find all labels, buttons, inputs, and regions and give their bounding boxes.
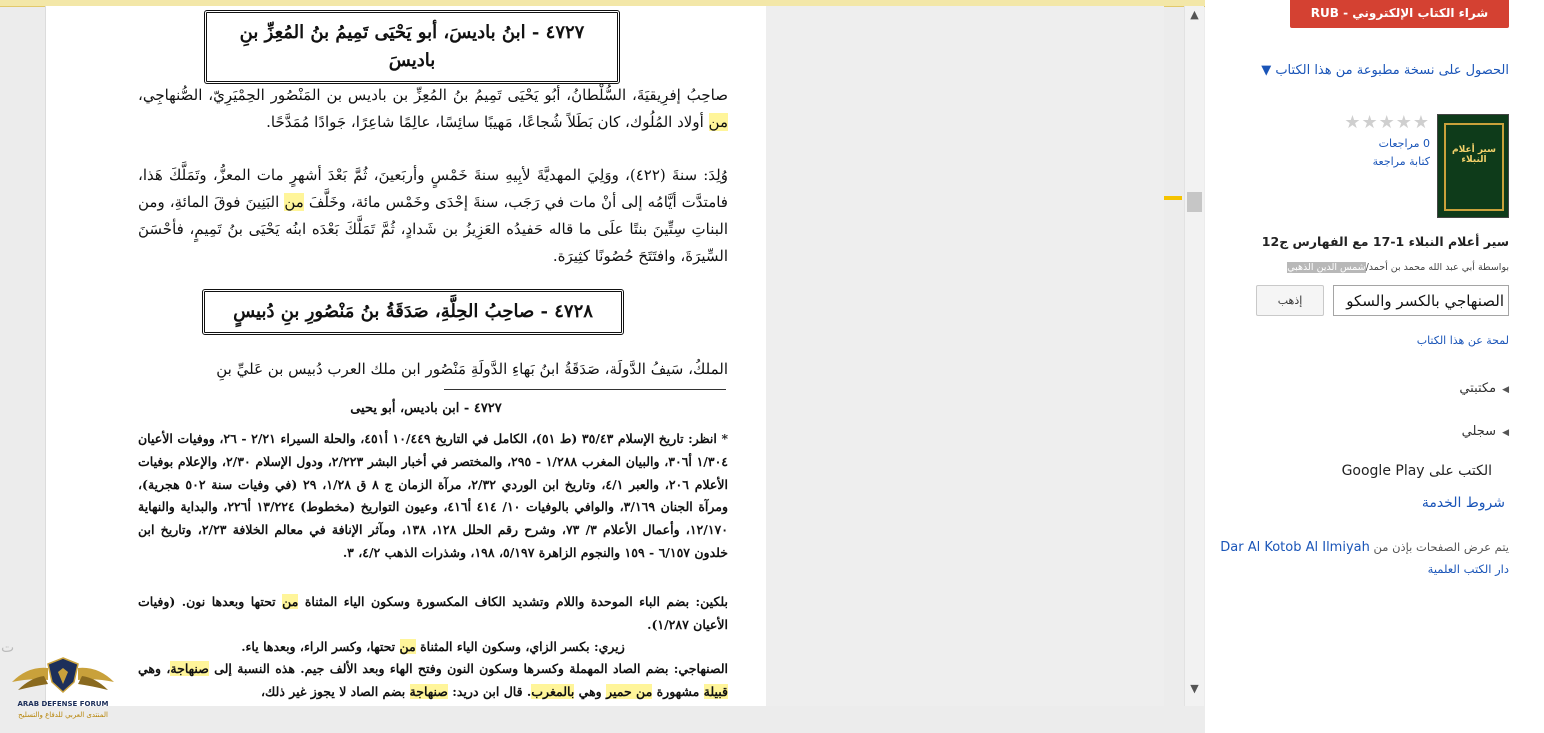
- cover-title: سير أعلام النبلاء: [1452, 145, 1496, 165]
- forum-logo: [8, 652, 118, 732]
- google-play-books-link[interactable]: الكتب على Google Play: [1341, 463, 1492, 479]
- search-highlight: من حمير: [606, 683, 653, 699]
- search-highlight: من: [284, 193, 304, 211]
- author-prefix: بواسطة أبي عبد الله محمد بن أحمد/: [1365, 262, 1509, 273]
- footnote-text: وهي: [578, 683, 602, 699]
- cover-frame: [1444, 123, 1504, 211]
- book-sidebar: [1205, 0, 1544, 733]
- write-review-link[interactable]: كتابة مراجعة: [1372, 155, 1430, 168]
- scroll-down-arrow-icon[interactable]: ▼: [1190, 682, 1199, 695]
- footnote-rule: [444, 389, 726, 390]
- buy-ebook-button[interactable]: شراء الكتاب الإلكتروني - RUB 767.86: [1290, 0, 1509, 28]
- scroll-up-arrow-icon[interactable]: ▲: [1190, 8, 1199, 21]
- footnote-text: تحتها، وكسر الراء، وبعدها ياء.: [241, 639, 396, 654]
- footnote-text: مشهورة: [656, 683, 700, 699]
- publisher-prefix: يتم عرض الصفحات بإذن من: [1373, 540, 1509, 554]
- terms-of-service-link[interactable]: شروط الخدمة: [1421, 495, 1505, 511]
- entry-heading-4728: ٤٧٢٨ - صاحِبُ الحِلَّةِ، صَدَقَةُ بنُ مَنْصُورِ بنِ دُبيسٍ: [202, 289, 624, 335]
- footnote-ziri: [138, 636, 728, 659]
- my-history-label: سجلي: [1461, 424, 1497, 439]
- entry-text: صاحِبُ إفرِيقيَةَ، السُّلْطانُ، أبُو يَحْيَى تَمِيمُ بنُ المُعِزِّ بن باديس بن المَنْصُور الحِمْيَرِيّ، الصُّنهاجِي،: [138, 86, 728, 104]
- caret-left-icon: ◀: [1502, 428, 1509, 438]
- entry-paragraph: [138, 82, 728, 136]
- footnote-text: بلكين: بضم الباء الموحدة واللام وتشديد الكاف المكسورة وسكون الياء المثناة: [304, 594, 728, 609]
- footnote-text: ، وهي: [138, 661, 171, 676]
- entry-paragraph: [138, 162, 728, 270]
- footnote-title: ٤٧٢٧ - ابن باديس، أبو يحيى: [350, 401, 502, 416]
- entry-text: البَنِينَ فوقَ المائةِ، ومن البناتِ سِتِّينَ بنتًا علَى ما قاله حَفيدُه العَزِيزُ بن شَدادٍ، ثُمَّ تَمَلَّكَ بَعْدَه ابنُه يَحْيَى بنُ تَمِيمٍ، فأحْسَنَ السِّيرَةَ، وافتَتَحَ حُصُونًا كثِيرَة.: [138, 193, 728, 265]
- entry-text: وُلِدَ: سنةَ (٤٢٢)، ووَلِيَ المهديَّةَ لأبِيهِ سنةَ خَمْسٍ وأربَعينَ، ثُمَّ بَعْدَ أشهرٍ مات المعزُّ، وتَمَلَّكَ هَذا، فامتدَّت أيَّامُه إلى أنْ مات في رَجَب، سنةَ إحْدَى وخَمْس مائة، وخَلَّفَ: [138, 166, 728, 211]
- search-highlight: من: [708, 113, 728, 131]
- reviews-count-link[interactable]: 0 مراجعات: [1378, 137, 1430, 150]
- scroll-thumb[interactable]: [1187, 192, 1202, 212]
- my-library-label: مكتبتي: [1459, 381, 1497, 396]
- footnote-text: بضم الصاد لا يجوز غير ذلك،: [260, 683, 406, 699]
- publisher-permission: [1220, 540, 1509, 555]
- entry-paragraph: الملكُ، سَيفُ الدَّولَة، صَدَقَةُ ابنُ بَهاءِ الدَّولَةِ مَنْصُور ابن ملك العرب دُبيس بن عَليِّ بنِ: [216, 360, 728, 378]
- search-highlight: من: [399, 639, 416, 654]
- entry-heading-4727: ٤٧٢٧ - ابنُ باديسَ، أبو يَحْيَى تَمِيمُ بنُ المُعِزِّ بنِ باديسَ: [204, 10, 620, 84]
- search-highlight: من: [282, 594, 299, 609]
- vertical-scrollbar[interactable]: [1184, 6, 1204, 706]
- entry-text: أولاد المُلُوك، كان بَطَلاً شُجاعًا، مَهيبًا سائِسًا، عالِمًا شاعِرًا، جَوادًا مُمَدَّحًا.: [266, 113, 704, 131]
- my-library-expander[interactable]: [1459, 381, 1509, 396]
- footnote-sources: * انظر: تاريخ الإسلام ٣٥/٤٣ (ط ٥١)، الكامل في التاريخ ١٠/٤٤٩ أ٤٥١، والحلة السيراء ٢/٢١ - ٢٦، ووفيات الأعيان ١/٣٠٤ أ٣٠٦، والبيان المغرب ١/٢٨٨ - ٢٩٥، والمختصر في أخبار البشر ٢/٢٢٣، ودول الإسلام ٢/٣٠، والإعلام بوفيات الأعلام ٢٠٦، والعبر ٤/١، وتاريخ ابن الوردي ٢/٣٢، مرآة الزمان ج ٨ ق ١/٢٨، ٢٩ (في وفيات سنة ٥٠٢ هجرية)، ومرآة الجنان ٣/١٦٩، والوافي بالوفيات ١٠/ ٤١٤ أ٤١٦، وعيون التواريخ (مخطوط) ١٣/٢٢٤ أ٢٢٦، والبداية والنهاية ١٢/١٧٠، وأعمال الأعلام ٣/ ٧٣، وشرح رقم الحلل ١٢٨، ١٣٨، ومآثر الإنافة في معالم الخلافة ٢/٢٣، وتاريخ ابن خلدون ٦/١٥٧ - ١٥٩ والنجوم الزاهرة ٥/١٩٧، ١٩٨، وشذرات الذهب ٤/٢، ٣.: [138, 431, 729, 560]
- search-highlight: قبيلة: [703, 683, 728, 699]
- search-highlight: بالمغرب: [531, 683, 575, 699]
- search-in-book-input[interactable]: [1333, 285, 1509, 316]
- viewer-margin: [766, 6, 1164, 706]
- rating-stars[interactable]: ★★★★★: [1344, 112, 1430, 133]
- about-book-link[interactable]: لمحة عن هذا الكتاب: [1416, 334, 1509, 347]
- footnote-text: زيري: بكسر الزاي، وسكون الياء المثناة: [420, 639, 625, 654]
- logo-text: ARAB DEFENSE FORUM: [17, 700, 109, 708]
- my-history-expander[interactable]: [1462, 424, 1509, 439]
- footnote-text: الصنهاجي: بضم الصاد المهملة وكسرها وسكون النون وفتح الهاء وبعد الألف جيم. هذه النسبة إلى: [214, 661, 728, 676]
- eagle-icon: [8, 652, 118, 702]
- footnote-balkin: [138, 591, 728, 637]
- book-page: [45, 6, 767, 706]
- search-highlight: صنهاجة: [170, 661, 209, 676]
- cut-off-text: ت: [1, 640, 15, 656]
- book-author: [1287, 262, 1509, 273]
- footnote-text: تحتها وبعدها نون. (وفيات الأعيان ١/٢٨٧).: [138, 594, 728, 632]
- publisher-arabic-link[interactable]: دار الكتب العلمية: [1427, 562, 1509, 576]
- publisher-link[interactable]: Dar Al Kotob Al Ilmiyah: [1220, 540, 1370, 555]
- search-highlight: صنهاجة: [409, 683, 448, 699]
- get-print-copy-link[interactable]: الحصول على نسخة مطبوعة من هذا الكتاب ▼: [1261, 63, 1509, 78]
- book-title: سير أعلام النبلاء 1-17 مع الفهارس ج12: [1261, 234, 1509, 249]
- caret-left-icon: ◀: [1502, 385, 1509, 395]
- logo-text-arabic: المنتدى العربي للدفاع والتسليح: [18, 711, 108, 719]
- footnote-sanhaji: [138, 658, 728, 704]
- footnote-text: . قال ابن دريد:: [452, 683, 532, 699]
- search-hit-marker[interactable]: [1164, 196, 1182, 200]
- book-cover[interactable]: [1437, 114, 1509, 218]
- author-name-link[interactable]: شمس الدين الذهبي: [1287, 262, 1366, 273]
- go-button[interactable]: إذهب: [1256, 285, 1324, 316]
